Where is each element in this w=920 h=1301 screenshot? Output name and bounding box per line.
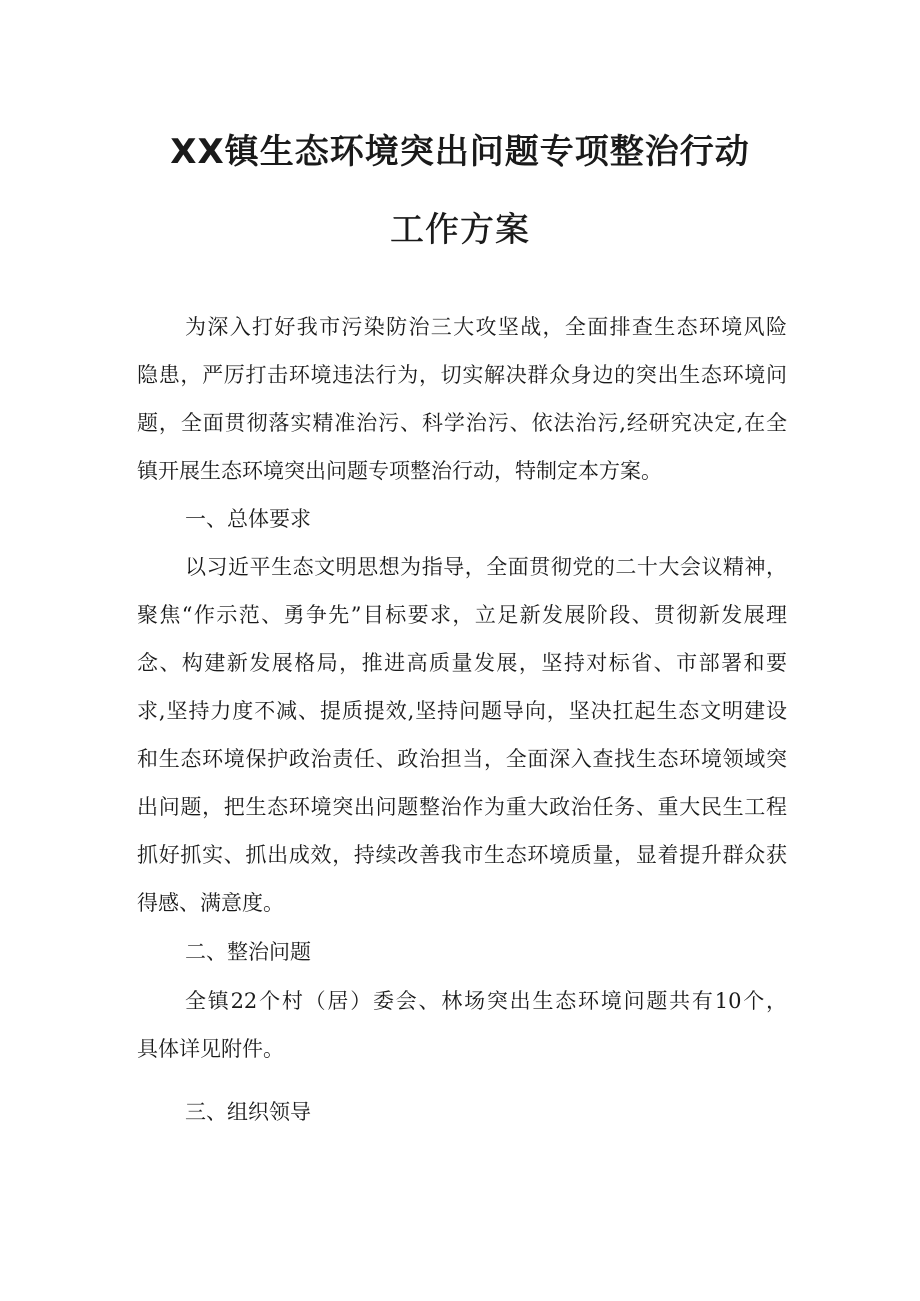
intro-line: 题，全面贯彻落实精准治污、科学治污、依法治污,经研究决定,在全: [137, 411, 787, 435]
paragraph-line: 全镇22个村（居）委会、林场突出生态环境问题共有10个，: [185, 989, 787, 1013]
paragraph-line: 求,坚持力度不减、提质提效,坚持问题导向，坚决扛起生态文明建设: [137, 699, 787, 723]
paragraph-line: 抓好抓实、抓出成效，持续改善我市生态环境质量，显着提升群众获: [137, 843, 787, 867]
paragraph-line: 具体详见附件。: [137, 1037, 284, 1061]
paragraph-line: 以习近平生态文明思想为指导，全面贯彻党的二十大会议精神，: [185, 555, 787, 579]
paragraph-line: 念、构建新发展格局，推进高质量发展，坚持对标省、市部署和要: [137, 651, 787, 675]
intro-line: 隐患，严厉打击环境违法行为，切实解决群众身边的突出生态环境问: [137, 363, 787, 387]
intro-paragraph: [137, 303, 787, 495]
paragraph-line: 得感、满意度。: [137, 891, 284, 915]
section-heading-general-requirements: 一、总体要求: [185, 507, 311, 531]
intro-line: 为深入打好我市污染防治三大攻坚战，全面排查生态环境风险: [185, 315, 787, 339]
paragraph-line: 和生态环境保护政治责任、政治担当，全面深入查找生态环境领域突: [137, 747, 787, 771]
paragraph-line: 出问题，把生态环境突出问题整治作为重大政治任务、重大民生工程: [137, 795, 787, 819]
document-title-line-2: 工作方案: [390, 210, 530, 250]
paragraph-line: 聚焦“作示范、勇争先”目标要求，立足新发展阶段、贯彻新发展理: [137, 603, 787, 627]
section-heading-rectification-issues: 二、整治问题: [185, 940, 311, 964]
intro-line: 镇开展生态环境突出问题专项整治行动，特制定本方案。: [137, 459, 662, 483]
document-title-line-1: XX镇生态环境突出问题专项整治行动: [170, 132, 750, 172]
section-heading-organizational-leadership: 三、组织领导: [185, 1100, 311, 1124]
general-requirements-paragraph: [137, 543, 787, 927]
rectification-issues-paragraph: [137, 977, 787, 1073]
